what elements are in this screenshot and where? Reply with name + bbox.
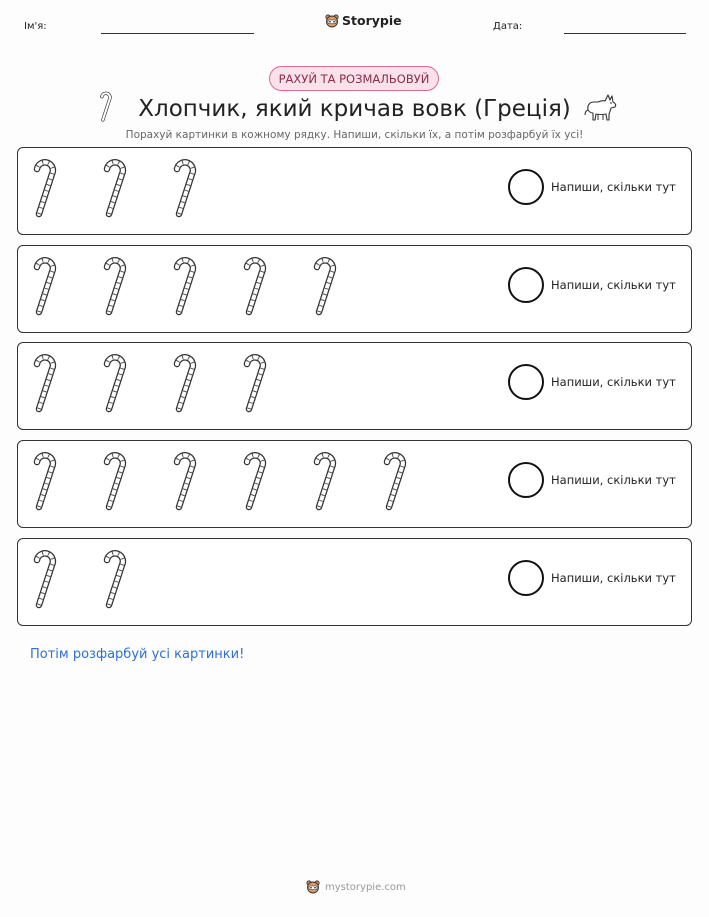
answer-prompt: Напиши, скільки тут xyxy=(551,375,676,389)
candy-cane-icon[interactable] xyxy=(102,254,132,316)
candy-cane-icon[interactable] xyxy=(102,351,132,413)
candy-cane-icon[interactable] xyxy=(242,449,272,511)
candy-cane-icon[interactable] xyxy=(172,254,202,316)
activity-tag-label: РАХУЙ ТА РОЗМАЛЬОВУЙ xyxy=(278,71,430,86)
candy-cane-icon[interactable] xyxy=(102,449,132,511)
name-write-line[interactable] xyxy=(101,33,254,34)
storypie-logo xyxy=(325,13,402,28)
candy-cane-icon[interactable] xyxy=(32,351,62,413)
brand-name: Storypie xyxy=(342,13,402,28)
answer-circle[interactable] xyxy=(508,560,544,596)
counting-row xyxy=(17,440,692,528)
candy-cane-icon[interactable] xyxy=(242,254,272,316)
answer-prompt: Напиши, скільки тут xyxy=(551,473,676,487)
candy-cane-icon[interactable] xyxy=(102,156,132,218)
date-label: Дата: xyxy=(493,21,523,32)
footer xyxy=(306,880,406,894)
candy-cane-icon[interactable] xyxy=(32,254,62,316)
answer-circle[interactable] xyxy=(508,364,544,400)
counting-row xyxy=(17,147,692,235)
answer-circle[interactable] xyxy=(508,169,544,205)
candy-cane-icon[interactable] xyxy=(242,351,272,413)
candy-cane-icon[interactable] xyxy=(172,351,202,413)
instructions: Порахуй картинки в кожному рядку. Напиши, скільки їх, а потім розфарбуй їх усі! xyxy=(125,129,584,141)
candy-cane-icon[interactable] xyxy=(312,254,342,316)
candy-cane-icon[interactable] xyxy=(32,449,62,511)
candy-cane-icon[interactable] xyxy=(32,547,62,609)
date-write-line[interactable] xyxy=(564,33,686,34)
candy-cane-icon[interactable] xyxy=(32,156,62,218)
activity-tag xyxy=(269,66,439,91)
answer-circle[interactable] xyxy=(508,267,544,303)
storypie-bear-icon xyxy=(325,14,339,28)
counting-row xyxy=(17,342,692,430)
candy-cane-icon[interactable] xyxy=(172,449,202,511)
answer-prompt: Напиши, скільки тут xyxy=(551,571,676,585)
candy-cane-icon[interactable] xyxy=(102,547,132,609)
answer-prompt: Напиши, скільки тут xyxy=(551,180,676,194)
closing-note: Потім розфарбуй усі картинки! xyxy=(30,647,245,662)
candy-cane-icon[interactable] xyxy=(172,156,202,218)
candy-cane-icon[interactable] xyxy=(312,449,342,511)
answer-prompt: Напиши, скільки тут xyxy=(551,278,676,292)
answer-circle[interactable] xyxy=(508,462,544,498)
footer-site: mystorypie.com xyxy=(325,881,406,893)
candy-cane-icon[interactable] xyxy=(382,449,412,511)
storypie-bear-icon xyxy=(306,880,320,894)
page-title: Хлопчик, який кричав вовк (Греція) xyxy=(138,96,571,122)
name-label: Ім'я: xyxy=(24,21,47,32)
counting-row xyxy=(17,245,692,333)
counting-row xyxy=(17,538,692,626)
